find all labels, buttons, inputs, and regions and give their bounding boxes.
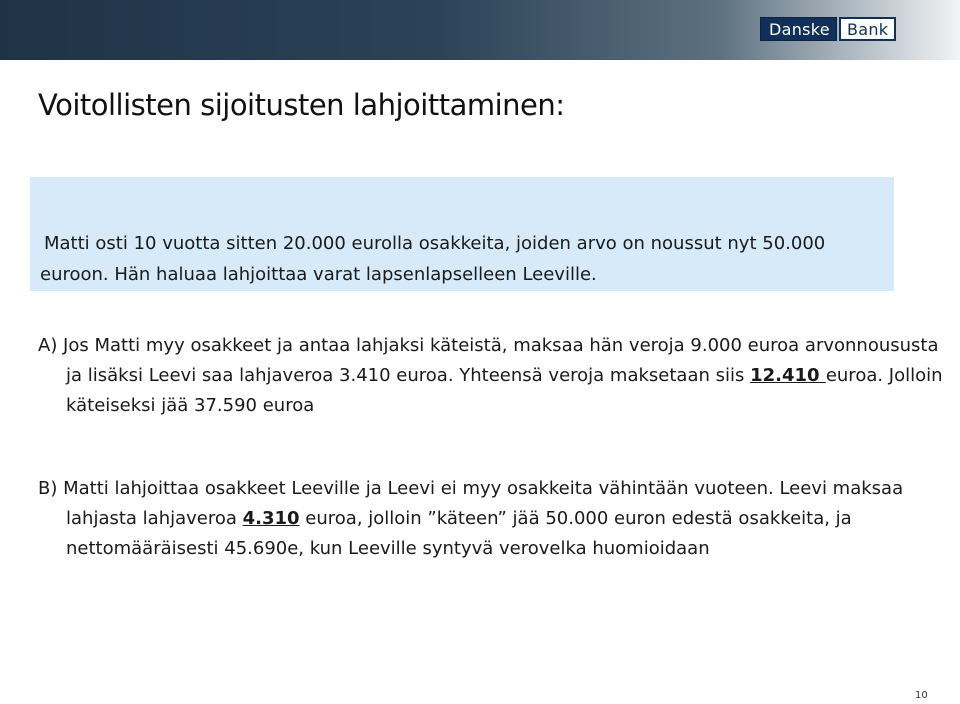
page-number: 10	[915, 690, 928, 701]
option-b-text-before: B) Matti lahjoittaa osakkeet Leeville ja Leevi ei myy osakkeita vähintään vuoteen. Leevi maksaa lahjasta lahjaveroa	[38, 478, 904, 529]
logo-bank-text: Bank	[839, 17, 896, 41]
logo-danske-text: Danske	[760, 17, 837, 41]
option-b-gift-tax: 4.310	[242, 508, 300, 529]
option-a-text-before: A) Jos Matti myy osakkeet ja antaa lahjaksi käteistä, maksaa hän veroja 9.000 euroa arvonnoususta ja lisäksi Leevi saa lahjaveroa 3.410 euroa. Yhteensä veroja maksetaan siis	[38, 335, 939, 386]
option-b-paragraph	[38, 474, 946, 564]
option-a-total-tax: 12.410	[750, 365, 826, 386]
option-b-text-after: euroa, jolloin ”käteen” jää 50.000 euron edestä osakkeita, ja nettomääräisesti 45.690e, kun Leeville syntyvä verovelka huomioidaan	[66, 508, 852, 559]
scenario-text: Matti osti 10 vuotta sitten 20.000 eurolla osakkeita, joiden arvo on noussut nyt 50.000 euroon. Hän haluaa lahjoittaa varat lapsenlapselleen Leeville.	[40, 233, 826, 285]
danske-bank-logo	[760, 17, 896, 41]
slide-title: Voitollisten sijoitusten lahjoittaminen:	[38, 88, 565, 122]
option-a-text-after: euroa. Jolloin käteiseksi jää 37.590 euroa	[66, 365, 943, 416]
option-a-paragraph	[38, 331, 946, 421]
